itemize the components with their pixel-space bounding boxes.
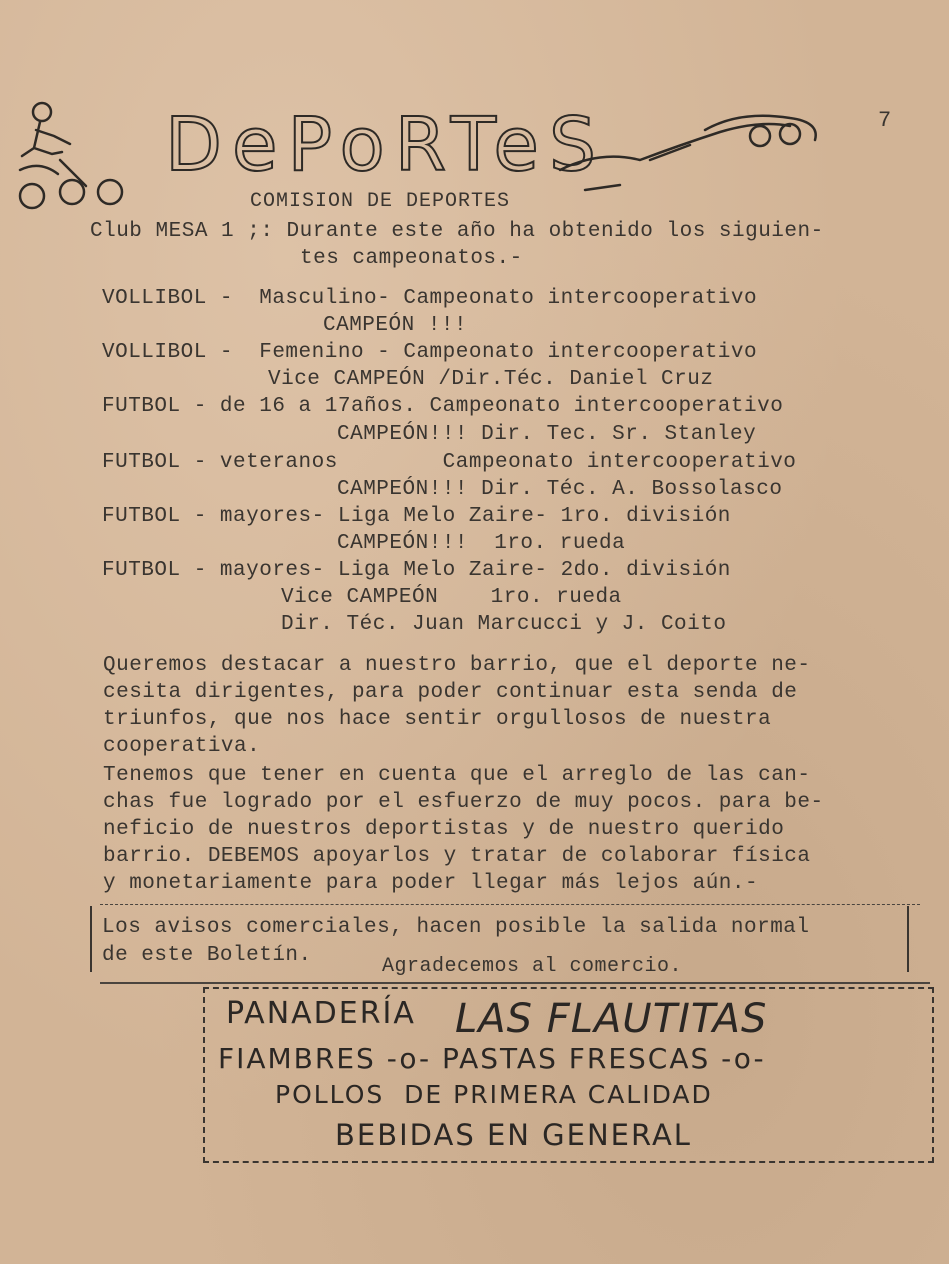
notice-divider-top — [100, 904, 920, 905]
paragraph-line-5: Tenemos que tener en cuenta que el arreglo de las can- — [103, 764, 811, 787]
result-line-2: CAMPEÓN !!! — [323, 314, 468, 337]
page-title: DePoRTeS — [165, 102, 606, 188]
result-line-11: FUTBOL - mayores- Liga Melo Zaire- 2do. división — [102, 559, 731, 582]
notice-thanks: Agradecemos al comercio. — [382, 955, 683, 978]
bicycle-wheel-mid — [60, 180, 84, 204]
cyclist-head — [33, 103, 51, 121]
body-line-2: tes campeonatos.- — [300, 247, 523, 270]
paragraph-line-8: barrio. DEBEMOS apoyarlos y tratar de colaborar física — [103, 845, 811, 868]
result-line-8: CAMPEÓN!!! Dir. Téc. A. Bossolasco — [337, 478, 783, 501]
notice-divider-bottom — [100, 982, 930, 984]
paragraph-line-9: y monetariamente para poder llegar más lejos aún.- — [103, 872, 759, 895]
ad-shop-name: LAS FLAUTITAS — [455, 996, 768, 1042]
notice-line-1: Los avisos comerciales, hacen posible la salida normal — [102, 916, 810, 939]
ad-bakery-label: PANADERÍA — [226, 996, 416, 1031]
body-line-1: Club MESA 1 ;: Durante este año ha obtenido los siguien- — [90, 220, 824, 243]
result-line-4: Vice CAMPEÓN /Dir.Téc. Daniel Cruz — [268, 368, 714, 391]
paragraph-line-2: cesita dirigentes, para poder continuar esta senda de — [103, 681, 798, 704]
paragraph-line-3: triunfos, que nos hace sentir orgullosos de nuestra — [103, 708, 772, 731]
bicycle-wheel-left — [20, 184, 44, 208]
result-line-1: VOLLIBOL - Masculino- Campeonato intercooperativo — [102, 287, 758, 310]
result-line-3: VOLLIBOL - Femenino - Campeonato intercooperativo — [102, 341, 758, 364]
page-number: 7 — [878, 108, 892, 133]
bicycle-wheel-right — [98, 180, 122, 204]
paragraph-line-7: neficio de nuestros deportistas y de nuestro querido — [103, 818, 785, 841]
ad-line-4: BEBIDAS EN GENERAL — [335, 1118, 692, 1152]
ad-line-3: POLLOS DE PRIMERA CALIDAD — [275, 1080, 713, 1109]
result-line-13: Dir. Téc. Juan Marcucci y J. Coito — [281, 613, 727, 636]
section-subtitle: COMISION DE DEPORTES — [250, 190, 511, 213]
cyclist-body — [22, 122, 70, 156]
paragraph-line-1: Queremos destacar a nuestro barrio, que el deporte ne- — [103, 654, 811, 677]
result-line-9: FUTBOL - mayores- Liga Melo Zaire- 1ro. división — [102, 505, 731, 528]
ad-line-2: FIAMBRES -o- PASTAS FRESCAS -o- — [218, 1042, 766, 1075]
notice-line-2: de este Boletín. — [102, 944, 312, 967]
result-line-5: FUTBOL - de 16 a 17años. Campeonato intercooperativo — [102, 395, 784, 418]
result-line-7: FUTBOL - veteranos Campeonato intercooperativo — [102, 451, 797, 474]
paragraph-line-4: cooperativa. — [103, 735, 261, 758]
result-line-12: Vice CAMPEÓN 1ro. rueda — [281, 586, 622, 609]
paragraph-line-6: chas fue logrado por el esfuerzo de muy pocos. para be- — [103, 791, 824, 814]
result-line-6: CAMPEÓN!!! Dir. Tec. Sr. Stanley — [337, 423, 757, 446]
result-line-10: CAMPEÓN!!! 1ro. rueda — [337, 532, 626, 555]
